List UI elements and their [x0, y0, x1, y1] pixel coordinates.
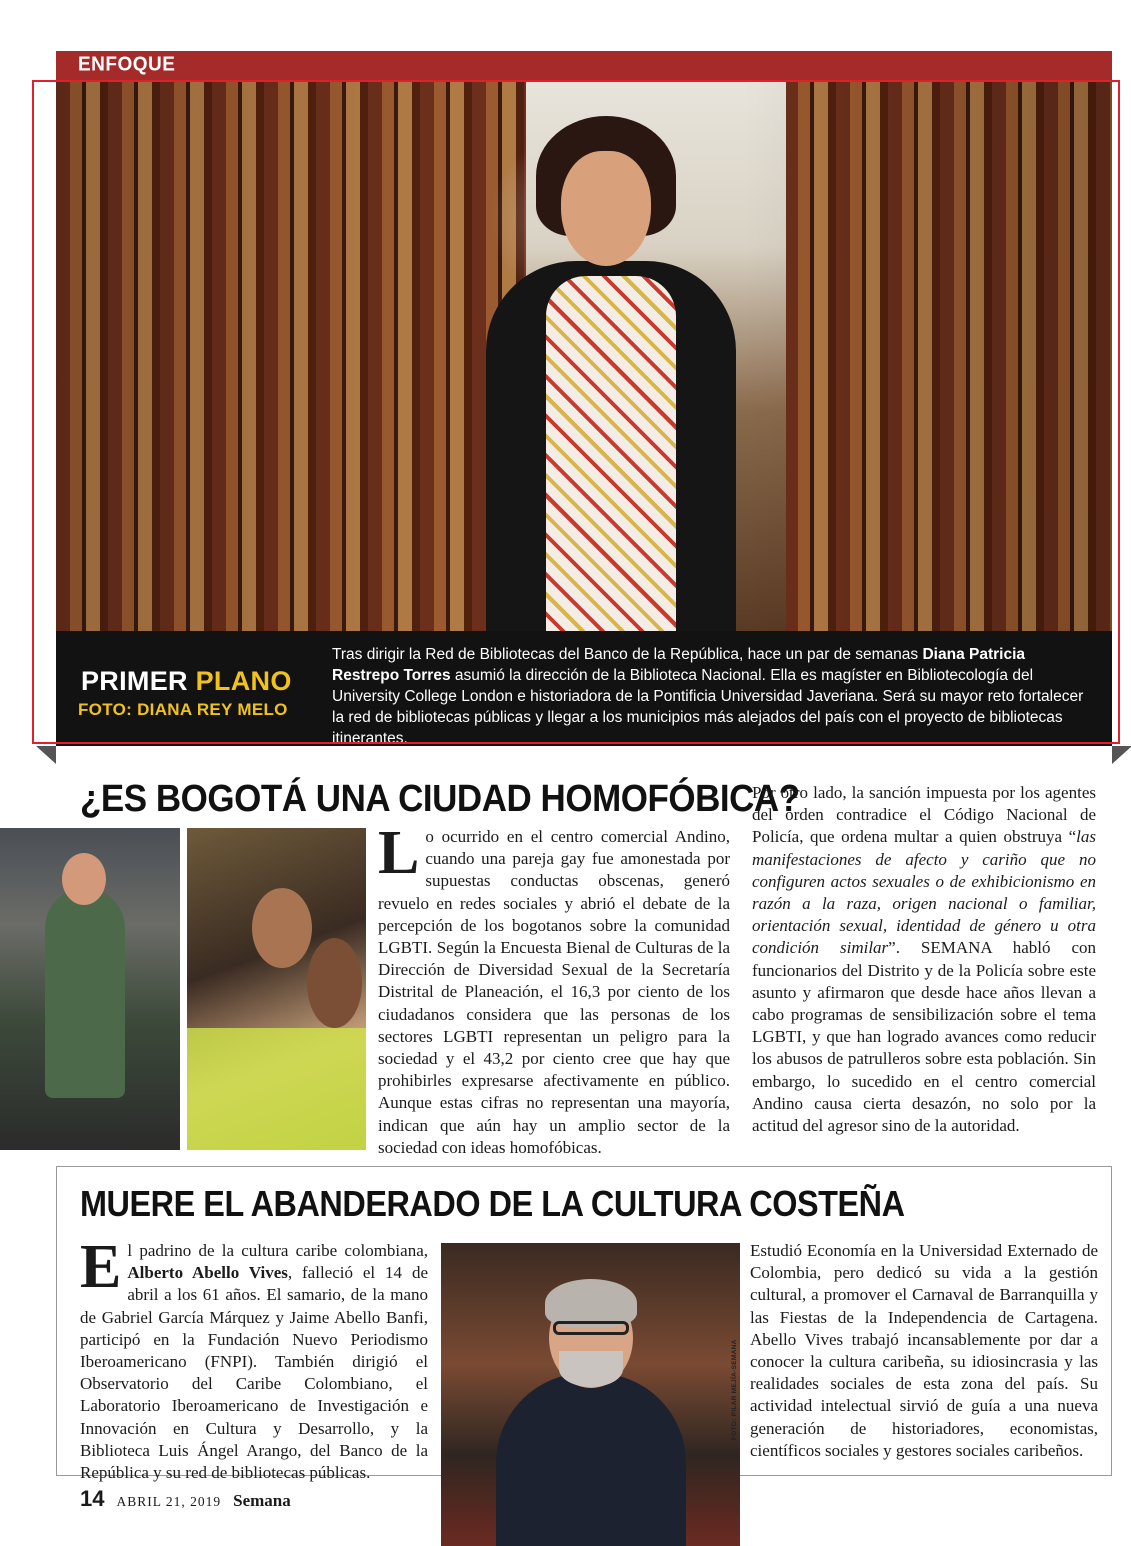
article1-column2: Por otro lado, la sanción impuesta por los agentes del orden contradice el Código Nacional de Policía, que ordena multar a quien obstruya “las manifestaciones de afecto y cariño que no configuren actos sexuales o de exhibicionismo en razón a la raza, origen nacional o familiar, orientación sexual, identidad de género u otra condición similar”. SEMANA habló con funcionarios del Distrito y de la Policía sobre este asunto y afirmaron que desde hace años llevan a cabo programas de sensibilización sobre el tema LGBTI, y que han logrado avances como reducir los abusos de patrulleros sobre esta población. Sin embargo, lo sucedido en el centro comercial Andino causa cierta desazón, no solo por la actitud del agresor sino de la autoridad. — [752, 783, 1096, 1136]
section-bar — [56, 51, 1112, 81]
page-number: 14 — [80, 1486, 105, 1511]
article2-photo-credit: FOTO: PILAR MEJÍA-SEMANA — [731, 1339, 738, 1440]
article2-headline: MUERE EL ABANDERADO DE LA CULTURA COSTEÑA — [80, 1183, 905, 1224]
article2-column2: Estudió Economía en la Universidad Externado de Colombia, pero dedicó su vida a la gestión cultural, a promover el Carnaval de Barranquilla y las Fiestas de la Independencia de Cartagena. Abello Vives trabajó incansablemente por dar a conocer la cultura caribeña, su idiosincrasia y las realidades sociales de esta zona del país. Su actividad intelectual sirvió de guía a una nueva generación de historiadores, economistas, científicos sociales y gestores sociales caribeños. — [750, 1241, 1098, 1460]
section-label: ENFOQUE — [78, 53, 176, 76]
article2-column1: El padrino de la cultura caribe colombiana, Alberto Abello Vives, falleció el 14 de abril a los 61 años. El samario, de la mano de Gabriel García Márquez y Jaime Abello Banfi, participó en la Fundación Nuevo Periodismo Iberoamericano (FNPI). También dirigió el Observatorio del Caribe Colombiano, el Laboratorio Iberoamericano de Investigación e Innovación en Cultura y Desarrollo, y la Biblioteca Luis Ángel Arango, del Banco de la República y su red de bibliotecas públicas. — [80, 1233, 428, 1483]
article1-dropcap: L — [378, 819, 420, 887]
issue-date: ABRIL 21, 2019 — [116, 1494, 222, 1509]
feature-photo-credit: FOTO: DIANA REY MELO — [78, 700, 288, 719]
article1-photo-right — [187, 828, 366, 1150]
corner-triangle-right — [1112, 746, 1131, 764]
article1-photo-left — [0, 828, 180, 1150]
highlight-frame — [32, 80, 1120, 744]
article1-headline: ¿ES BOGOTÁ UNA CIUDAD HOMOFÓBICA? — [80, 778, 800, 820]
feature-title: PRIMER PLANO — [81, 666, 292, 696]
section-divider — [56, 1166, 1112, 1167]
page-footer — [80, 1486, 291, 1512]
magazine-name: Semana — [233, 1491, 291, 1510]
corner-triangle-left — [36, 746, 56, 764]
feature-caption: Tras dirigir la Red de Bibliotecas del Banco de la República, hace un par de semanas Diana Patricia Restrepo Torres asumió la dirección de la Biblioteca Nacional. Ella es magíster en Bibliotecología del University College London e historiadora de la Pontificia Universidad Javeriana. Será su mayor reto fortalecer la red de bibliotecas públicas y llegar a los municipios más alejados del país con el proyecto de bibliotecas itinerantes. — [332, 646, 1084, 747]
article2-photo — [441, 1243, 740, 1546]
article2-dropcap: E — [80, 1233, 122, 1301]
article1-column1: Lo ocurrido en el centro comercial Andino, cuando una pareja gay fue amonestada por supuestas conductas obscenas, generó revuelo en redes sociales y abrió el debate de la percepción de los bogotanos sobre la comunidad LGBTI. Según la Encuesta Bienal de Culturas de la Dirección de Diversidad Sexual de la Secretaría Distrital de Planeación, el 16,3 por ciento de los ciudadanos considera que las personas de los sectores LGBTI representan un peligro para la sociedad y el 43,2 por ciento cree que hay que prohibirles expresarse afectivamente en público. Aunque estas cifras no representan una mayoría, indican que aún hay un amplio sector de la sociedad con ideas homofóbicas. — [378, 819, 730, 1157]
